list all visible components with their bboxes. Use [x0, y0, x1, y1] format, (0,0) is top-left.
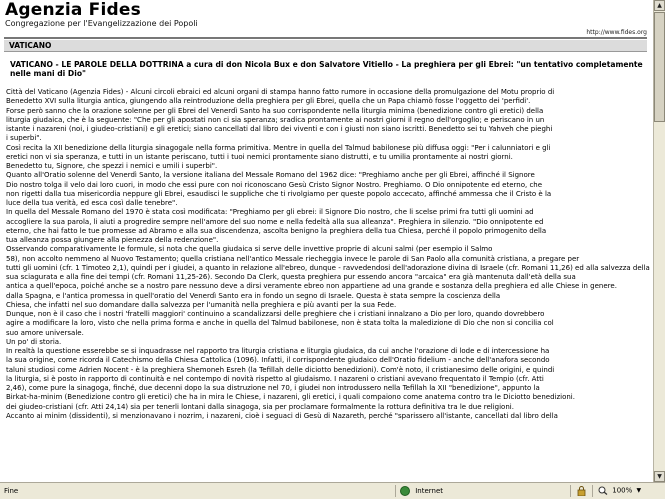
article-line: In realtà la questione esserebbe se si inquadrasse nel rapporto tra liturgia cristiana e liturgia giudaica, da cui anche l'orazione di lode e di intercessione ha: [6, 347, 550, 355]
article-line: sua sciagurata e alla fine dei tempi (cfr. Romani 11,25-26). Secondo Da Clerk, questa preghiera pur essendo ancora "arcaica" era già mantenuta dall'età della sua: [6, 273, 576, 281]
article-line: la liturgia, si è posto in rapporto di continuità e nel contempo di novità rispetto al giudaismo. I nazareni o cristiani avevano frequentato il Tempio (cfr. Atti: [6, 374, 544, 383]
article-line: liturgia giudaica, che è la seguente: "Che per gli apostati non ci sia speranza; sradica prontamente ai nostri giorni il regno dell'orgoglio; e periscano in un: [6, 115, 545, 124]
zoom-magnifier-icon: [598, 486, 608, 495]
article-line: Chiesa, che infatti nel suo domandare dalla salvezza per l'umanità nella preghiera e più avanti per la sua Fede.: [6, 300, 397, 309]
site-title[interactable]: Agenzia Fides: [5, 0, 141, 20]
status-divider: [395, 485, 396, 497]
article-line: Città del Vaticano (Agenzia Fides) - Alcuni circoli ebraici ed alcuni organi di stampa hanno fatto rumore in occasione della promulgazione del Motu proprio di: [6, 88, 555, 96]
article-line: tutti gli uomini (cfr. 1 Timoteo 2,1), quindi per i giudei, a quanto in relazione all'ebreo, dunque - ravvedendosi dell'adorazione divina di Israele (cfr. Romani 11,26) ed alla salvezza della: [6, 263, 650, 272]
status-divider: [570, 485, 571, 497]
article-line: i superbi".: [6, 134, 42, 143]
article-line: suo amore universale.: [6, 328, 84, 337]
status-text: Fine: [4, 487, 19, 495]
status-divider: [592, 485, 593, 497]
zoom-level: 100%: [612, 486, 633, 495]
article-line: Benedetto tu, Signore, che spezzi i nemici e umili i superbi".: [6, 162, 218, 170]
article-line: 2,46), come pure la sinagoga, finché, due decenni dopo la sua distruzione nel 70, i giudei non introdussero nella Tefillah la XII "benedizione", appunto la: [6, 384, 540, 392]
article-line: Forse però sanno che la orazione solenne per gli Ebrei del Venerdì Santo ha suo corrispondente nella liturgia minima (benedizione contro gli eretici) della: [6, 106, 544, 115]
article-line: dalla Spagna, e l'antica promessa in quell'oratio del Venerdì Santo era in fondo un segno di Israele. Questa è stata sempre la coscienza della: [6, 291, 501, 300]
internet-globe-icon: [400, 486, 410, 496]
article-line: Un po' di storia.: [6, 337, 62, 346]
scroll-down-button[interactable]: ▼: [654, 471, 665, 482]
zone-label: Internet: [415, 487, 444, 495]
article-line: taluni studiosi come Adrien Nocent - è la preghiera Shemoneh Esreh (la Tefillah delle diciotto benedizioni). Com'è noto, il cristianesimo delle origini, e quindi: [6, 365, 555, 374]
status-bar: [0, 482, 665, 499]
scroll-thumb[interactable]: [654, 12, 665, 122]
article-line: Quanto all'Oratio solenne del Venerdì Santo, la versione italiana del Messale Romano del 1962 dice: "Preghiamo anche per gli Ebrei, affinché il Signore: [6, 171, 535, 180]
section-bar: [4, 40, 647, 52]
article-line: Osservando comparativamente le formule, si nota che quella giudaica si serve delle invettive proprie di alcuni salmi (per esempio il Salmo: [6, 245, 493, 254]
article-line: Benedetto XVI sulla liturgia antica, giungendo alla reintroduzione della preghiera per gli Ebrei, quella che un Papa chiamò fosse l'oggetto dei 'perfidi'.: [6, 97, 531, 106]
chevron-down-icon[interactable]: ▼: [636, 487, 642, 494]
header-divider: [4, 37, 647, 39]
vertical-scrollbar[interactable]: [653, 0, 665, 482]
article-line: eterno, che hai fatto le tue promesse ad Abramo e alla sua discendenza, ascolta benigno la preghiera della tua Chiesa, perché il popolo primogenito della: [6, 226, 547, 235]
protected-mode-icon: [577, 486, 586, 496]
article-line: agire a modificare la loro, visto che nella prima forma e anche in quella del Talmud babilonese, non è stata tolta la maledizione di Dio che non si concilia col: [6, 319, 554, 328]
site-url-link[interactable]: http://www.fides.org: [586, 29, 647, 36]
article-line: dei giudeo-cristiani (cfr. Atti 24,14) sia per tenerli lontani dalla sinagoga, sia per proclamare formalmente la rottura definitiva tra le due religioni.: [6, 402, 514, 411]
security-zone[interactable]: [400, 486, 443, 496]
article-line: Dunque, non è il caso che i nostri 'fratelli maggiori' continuino a scandalizzarsi delle preghiere che i cristiani innalzano a Dio per loro, quando dovrebbero: [6, 310, 545, 318]
article-line: istante i nazareni (noi, i giudeo-cristiani) e gli eretici; siano cancellati dal libro dei viventi e con i giusti non siano iscritti. Benedetto sei tu Yahveh che pieghi: [6, 125, 553, 133]
article-line: la sua origine, come ricorda il Catechismo della Chiesa Cattolica (1096). Infatti, il corrispondente giudaico dell'Oratio fidelium - anche dell'anafora secondo: [6, 356, 550, 365]
article-line: Accanto ai minim (dissidenti), si menzionavano i nozrim, i nazareni, cioè i seguaci di Gesù di Nazareth, perché "sparissero all'istante, cancellati dal libro della: [6, 411, 558, 420]
article-body: [6, 88, 652, 421]
article-headline: VATICANO - LE PAROLE DELLA DOTTRINA a cura di don Nicola Bux e don Salvatore Vitiello - La preghiera per gli Ebrei: "un tentativo completamente nelle mani di Dio": [10, 60, 643, 78]
article-line: antica a quell'epoca, poiché anche se a nostro pare nessuno deve a dirsi veramente ebreo non appartiene ad una grande e sostanza della preghiera ed alle Chiese in genere.: [6, 282, 617, 291]
article-line: eretici non vi sia speranza, e tutti in un istante periscano, tutti i tuoi nemici prontamente siano distrutti, e tu umilia prontamente ai nostri giorni.: [6, 152, 513, 161]
article-line: Così recita la XII benedizione della liturgia sinagogale nella forma primitiva. Mentre in quella del Talmud babilonese più diffusa oggi: "Per i calunniatori e gli: [6, 143, 551, 152]
zoom-control[interactable]: [598, 486, 641, 495]
article-line: accogliere la sua parola, li aiuti a progredire sempre nell'amore del suo nome e nella fedeltà alla sua alleanza". Preghiera in silenzio. "Dio onnipotente ed: [6, 217, 544, 226]
article-line: tua alleanza possa giungere alla pienezza della redenzione".: [6, 236, 219, 244]
article-line: Dio nostro tolga il velo dai loro cuori, in modo che essi pure con noi riconoscano Gesù Cristo Signor Nostro. Preghiamo. O Dio onnipotente ed eterno, che: [6, 180, 543, 189]
article-line: 58), non accolto nemmeno al Nuovo Testamento; quella cristiana nell'antico Messale riecheggia invece le parole di San Paolo alla comunità cristiana, a pregare per: [6, 254, 580, 263]
article-line: non rigetti dalla tua misericordia neppure gli Ebrei, esaudisci le suppliche che ti rivolgiamo per queste popolo accecato, affinché ammessa che il Cristo è la: [6, 189, 552, 198]
section-label: VATICANO: [9, 41, 52, 50]
scroll-up-button[interactable]: ▲: [654, 0, 665, 11]
article-line: luce della tua verità, ed esca così dalle tenebre".: [6, 199, 178, 207]
article-line: Birkat-ha-minim (Benedizione contro gli eretici) che ha in mira le Chiese, i nazareni, gli eretici, i quali compaiono come anatema contro tra le Diciotto benedizioni.: [6, 393, 575, 402]
site-subtitle: Congregazione per l'Evangelizzazione dei Popoli: [5, 19, 198, 28]
article-line: In quella del Messale Romano del 1970 è stata così modificata: "Preghiamo per gli ebrei: il Signore Dio nostro, che li scelse primi fra tutti gli uomini ad: [6, 208, 534, 217]
